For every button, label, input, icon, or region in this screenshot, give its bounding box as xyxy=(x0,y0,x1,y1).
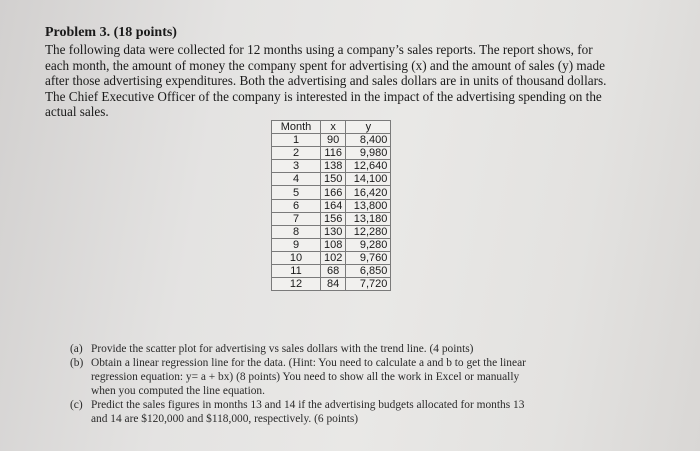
cell-y: 14,100 xyxy=(346,173,391,186)
table-row xyxy=(272,199,391,212)
cell-x: 164 xyxy=(321,199,346,212)
cell-month: 9 xyxy=(272,238,321,251)
cell-month: 10 xyxy=(272,251,321,264)
table-row xyxy=(272,265,391,278)
question-label: (b) xyxy=(70,357,84,369)
cell-x: 138 xyxy=(321,160,346,173)
question-text: Provide the scatter plot for advertising vs sales dollars with the trend line. (4 points) xyxy=(91,343,474,355)
cell-month: 5 xyxy=(272,186,321,199)
cell-y: 8,400 xyxy=(346,134,391,147)
intro-line: The following data were collected for 12 months using a company’s sales reports. The report shows, for xyxy=(45,42,593,57)
cell-month: 8 xyxy=(272,225,321,238)
cell-x: 150 xyxy=(321,173,346,186)
intro-line: actual sales. xyxy=(45,104,109,120)
cell-y: 13,800 xyxy=(346,199,391,212)
intro-line: after those advertising expenditures. Both the advertising and sales dollars are in units of thousand dollars. xyxy=(45,73,607,89)
cell-y: 6,850 xyxy=(346,265,391,278)
cell-y: 9,280 xyxy=(346,238,391,251)
cell-y: 9,760 xyxy=(346,251,391,264)
cell-x: 68 xyxy=(321,265,346,278)
cell-x: 108 xyxy=(321,238,346,251)
cell-x: 102 xyxy=(321,251,346,264)
table-row xyxy=(272,251,391,264)
table-row xyxy=(272,212,391,225)
cell-month: 2 xyxy=(272,147,321,160)
question-text: when you computed the line equation. xyxy=(91,385,265,397)
cell-y: 12,640 xyxy=(346,160,391,173)
header-x: x xyxy=(321,121,346,134)
cell-x: 84 xyxy=(321,278,346,291)
question-text: and 14 are $120,000 and $118,000, respectively. (6 points) xyxy=(91,413,359,425)
cell-month: 6 xyxy=(272,199,321,212)
cell-y: 13,180 xyxy=(346,212,391,225)
header-month: Month xyxy=(272,121,321,134)
cell-x: 116 xyxy=(321,147,346,160)
cell-y: 16,420 xyxy=(346,186,391,199)
question-text: regression equation: y= a + bx) (8 points) You need to show all the work in Excel or manually xyxy=(91,371,520,383)
cell-month: 4 xyxy=(272,173,321,186)
cell-x: 90 xyxy=(321,134,346,147)
table-header-row xyxy=(272,121,391,134)
cell-y: 12,280 xyxy=(346,225,391,238)
cell-y: 7,720 xyxy=(346,278,391,291)
intro-line: each month, the amount of money the company spent for advertising (x) and the amount of sales (y) made xyxy=(45,57,605,73)
cell-month: 11 xyxy=(272,265,321,278)
cell-x: 156 xyxy=(321,212,346,225)
question-label: (c) xyxy=(70,399,83,411)
table-row xyxy=(272,238,391,251)
problem-title: Problem 3. (18 points) xyxy=(45,25,177,40)
table-row xyxy=(272,134,391,147)
table-row xyxy=(272,225,391,238)
cell-x: 166 xyxy=(321,186,346,199)
table-row xyxy=(272,186,391,199)
table-row xyxy=(272,147,391,160)
question-label: (a) xyxy=(70,343,83,355)
cell-month: 7 xyxy=(272,212,321,225)
cell-month: 12 xyxy=(272,278,321,291)
question-a xyxy=(70,342,670,356)
table-body xyxy=(272,134,391,291)
cell-month: 3 xyxy=(272,160,321,173)
question-text: Predict the sales figures in months 13 and 14 if the advertising budgets allocated for months 13 xyxy=(91,399,525,411)
cell-y: 9,980 xyxy=(346,147,391,160)
header-y: y xyxy=(346,121,391,134)
table-row xyxy=(272,278,391,291)
table-row xyxy=(272,173,391,186)
cell-month: 1 xyxy=(272,134,321,147)
problem-intro xyxy=(45,42,645,120)
table-row xyxy=(272,160,391,173)
question-b xyxy=(70,356,670,398)
question-text: Obtain a linear regression line for the data. (Hint: You need to calculate a and b to get the linear xyxy=(91,357,526,369)
intro-line: The Chief Executive Officer of the company is interested in the impact of the advertising spending on the xyxy=(45,88,602,104)
question-c xyxy=(70,398,670,426)
cell-x: 130 xyxy=(321,225,346,238)
question-list xyxy=(70,342,670,426)
data-table xyxy=(271,120,391,291)
